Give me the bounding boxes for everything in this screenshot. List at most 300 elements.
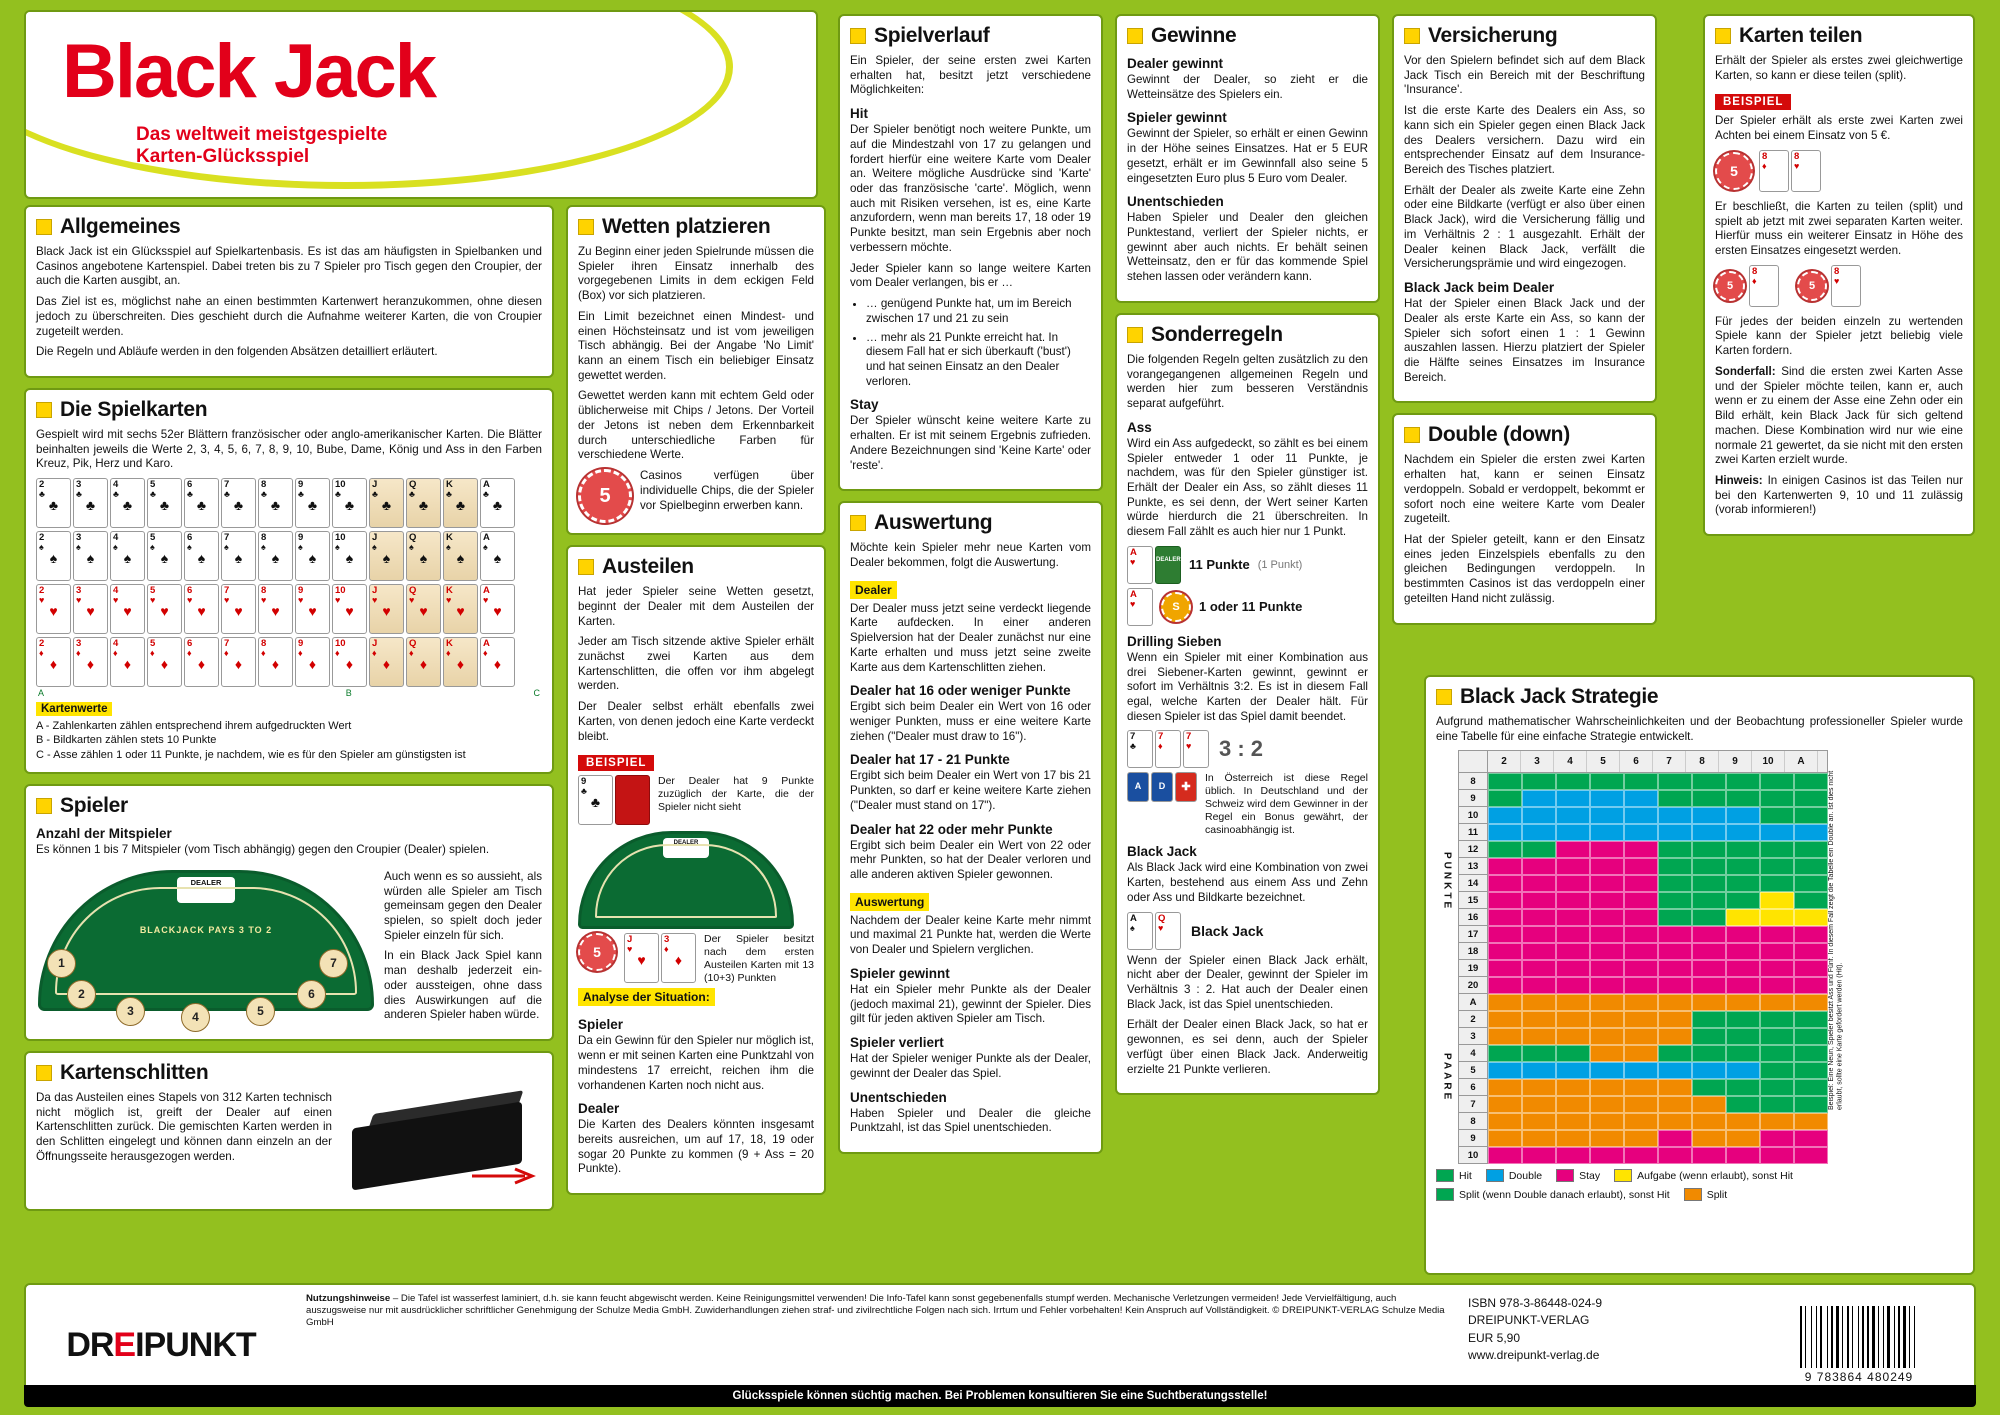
strategy-cell <box>1590 1147 1624 1164</box>
shoe-arrow-icon <box>470 1165 540 1187</box>
strategy-cell <box>1590 875 1624 892</box>
points-row-label: 9 <box>1458 790 1488 807</box>
heading-teilen: Karten teilen <box>1715 24 1963 48</box>
strategy-cell <box>1488 824 1522 841</box>
strategy-cell <box>1658 960 1692 977</box>
nutzung-text: – Die Tafel ist wasserfest laminiert, d.h. sie kann feucht abgewischt werden. Keine Reinigungsmittel verwenden! Die Info-Tafel kann sonst gegebenenfalls stumpf werden. Mechanische Verletzungen vermeiden! Jede Vervielfältigung, auch auszugsweise nur mit ausdrücklicher schriftlicher Genehmigung der Schulze Media GmbH. Zuwiderhandlungen ziehen straf- und zivilrechtliche Folgen nach sich. Irrtum und Fehler vorbehalten! Kein Anspruch auf Vollständigkeit. <box>306 1293 1397 1316</box>
hit-title: Hit <box>850 106 868 122</box>
strategy-cell <box>1488 960 1522 977</box>
points-row-label: 20 <box>1458 977 1488 994</box>
barcode-bar <box>1896 1306 1897 1368</box>
points-row-label: 10 <box>1458 807 1488 824</box>
wetten-chip-caption: Casinos verfügen über individuelle Chips, die der Spieler vor Spielbeginn erwerben kann. <box>640 469 814 512</box>
section-allgemeines <box>24 205 554 378</box>
pairs-row-label: 5 <box>1458 1062 1488 1079</box>
strategy-cell <box>1692 875 1726 892</box>
card-10-kreuz: 10 ♣ ♣ <box>332 478 367 528</box>
strategy-cell <box>1556 909 1590 926</box>
bullet-square-icon <box>36 402 52 418</box>
strategy-cell <box>1488 1062 1522 1079</box>
card-6-herz: 6 ♥ ♥ <box>184 584 219 634</box>
card-2-herz: 2 ♥ ♥ <box>36 584 71 634</box>
analyse-spieler-text: Da ein Gewinn für den Spieler nur möglich ist, wenn er mit seinen Karten eine Punktzahl von mindestens 17 erreicht, reichen ihm die vorhandenen Karten noch nicht aus. <box>578 1034 814 1092</box>
player-example-cards <box>624 933 696 983</box>
section-spieler <box>24 784 554 1041</box>
card-5-karo: 5 ♦ ♦ <box>147 637 182 687</box>
card-9-karo: 9 ♦ ♦ <box>295 637 330 687</box>
points-row-label: 14 <box>1458 875 1488 892</box>
strategy-cell <box>1488 858 1522 875</box>
barcode-bar <box>1909 1306 1910 1368</box>
card-Q-herz: Q ♥ ♥ <box>406 584 441 634</box>
legend-swatch <box>1436 1188 1454 1201</box>
strategy-cell <box>1522 943 1556 960</box>
strategy-cell <box>1726 1147 1760 1164</box>
strategy-cell <box>1624 841 1658 858</box>
wetten-p1: Zu Beginn einer jeden Spielrunde müssen die Spieler ihren Einsatz innerhalb des vorgegebenen Limits in dem eckigen Feld (Box) vor sich platzieren. <box>578 245 814 303</box>
strategy-cell <box>1692 1079 1726 1096</box>
strategy-cell <box>1488 892 1522 909</box>
strategy-cell <box>1726 1079 1760 1096</box>
strategy-cell <box>1556 994 1590 1011</box>
seat-2: 2 <box>67 980 96 1009</box>
strategy-cell <box>1590 824 1624 841</box>
spieler-p3: In ein Black Jack Spiel kann man deshalb jederzeit ein- oder aussteigen, ohne dass dies Auswirkungen auf die anderen Spieler haben würde. <box>384 949 542 1022</box>
legend-item <box>1556 1169 1600 1182</box>
card-8-hearts: 8 ♥ <box>1791 150 1821 192</box>
strategy-cell <box>1590 773 1624 790</box>
pairs-row-label: 10 <box>1458 1147 1488 1164</box>
strategy-cell <box>1522 1011 1556 1028</box>
ass-dealer-points-sub: (1 Punkt) <box>1257 558 1303 571</box>
beispiel-badge: BEISPIEL <box>578 755 654 771</box>
stay-text: Der Spieler wünscht keine weitere Karte zu erhalten. Er ist mit seinem Ergebnis zufrieden. Andere Bezeichnungen sind 'Keine Karte' oder 'reste'. <box>850 414 1091 472</box>
barcode-bar <box>1914 1306 1915 1368</box>
table-felt-text: BLACKJACK PAYS 3 TO 2 <box>139 924 273 935</box>
barcode-bar <box>1885 1306 1886 1368</box>
card-A-karo: A ♦ ♦ <box>480 637 515 687</box>
strategy-cell <box>1556 1079 1590 1096</box>
kartenwert-a: A - Zahlenkarten zählen entsprechend ihrem aufgedruckten Wert <box>36 720 352 733</box>
austeilen-p1: Hat jeder Spieler seine Wetten gesetzt, beginnt der Dealer mit dem Austeilen der Karten. <box>578 585 814 628</box>
section-auswertung <box>838 501 1103 1154</box>
card-8-hearts-right: 8 ♥ <box>1831 265 1861 307</box>
double-p2: Hat der Spieler geteilt, kann er den Einsatz eines jeden Einzelspiels ebenfalls zu den gleichen Bedingungen verdoppeln. In bestimmten Casinos ist das verdoppeln einer geteilten Hand nicht zulässig. <box>1404 532 1645 605</box>
strategy-cell <box>1556 1062 1590 1079</box>
section-double <box>1392 413 1657 624</box>
strategy-cell <box>1488 994 1522 1011</box>
strategy-cell <box>1692 1147 1726 1164</box>
barcode-bar <box>1850 1306 1851 1368</box>
strategy-cell <box>1794 824 1828 841</box>
strategy-cell <box>1590 1045 1624 1062</box>
strategy-cell <box>1692 841 1726 858</box>
strategy-cell <box>1624 943 1658 960</box>
barcode-bar <box>1876 1306 1877 1368</box>
strategy-cell <box>1658 1062 1692 1079</box>
barcode-bar <box>1907 1306 1908 1368</box>
points-row-label: 11 <box>1458 824 1488 841</box>
strategy-cell <box>1556 977 1590 994</box>
card-3-diamonds: 3 ♦ ♦ <box>661 933 696 983</box>
barcode-bar <box>1831 1306 1833 1368</box>
strategy-cell <box>1658 1113 1692 1130</box>
card-A-pik: A ♠ ♠ <box>480 531 515 581</box>
barcode-bar <box>1803 1306 1804 1368</box>
points-row <box>1458 892 1828 909</box>
page-subtitle <box>136 124 387 168</box>
column-5 <box>1392 14 1657 625</box>
barcode-bar <box>1805 1306 1806 1368</box>
strategy-cell <box>1624 1028 1658 1045</box>
allgemeines-p1: Black Jack ist ein Glücksspiel auf Spielkartenbasis. Es ist das am häufigsten in Spielbanken und Casinos angebotene Kartenspiel. Dabei treten bis zu 7 Spieler pro Tisch gegen den Croupier, der auch die Karten ausgibt, an. <box>36 245 542 288</box>
strategy-cell <box>1556 824 1590 841</box>
card-7-herz: 7 ♥ ♥ <box>221 584 256 634</box>
strategy-cell <box>1692 1130 1726 1147</box>
barcode-bar <box>1836 1306 1839 1368</box>
heading-kartenschlitten: Kartenschlitten <box>36 1061 542 1085</box>
wetten-p2: Ein Limit bezeichnet einen Mindest- und einen Höchsteinsatz und ist vom jeweiligen Tisch abhängig. Bei der Angabe 'No Limit' kann an einem Tisch ein beliebiger Einsatz gewettet werden. <box>578 309 814 382</box>
teilen-ex-text: Der Spieler erhält als erste zwei Karten zwei Achten bei einem Einsatz von 5 €. <box>1715 114 1963 143</box>
legend-label: Split <box>1706 1188 1728 1201</box>
points-row <box>1458 858 1828 875</box>
card-Q-pik: Q ♠ ♠ <box>406 531 441 581</box>
strategy-cell <box>1726 1062 1760 1079</box>
strategy-cell <box>1488 926 1522 943</box>
strategy-cell <box>1522 1079 1556 1096</box>
player-token-icon: S <box>1161 592 1191 622</box>
strategy-cell <box>1760 773 1794 790</box>
card-4-herz: 4 ♥ ♥ <box>110 584 145 634</box>
card-4-kreuz: 4 ♣ ♣ <box>110 478 145 528</box>
barcode-bar <box>1883 1306 1884 1368</box>
strategy-cell <box>1658 807 1692 824</box>
legend-swatch <box>1486 1169 1504 1182</box>
card-ace-hearts-2: A ♥ <box>1127 588 1153 626</box>
card-Q-karo: Q ♦ ♦ <box>406 637 441 687</box>
strategy-cell <box>1658 1079 1692 1096</box>
card-2-kreuz: 2 ♣ ♣ <box>36 478 71 528</box>
bullet-square-icon <box>1127 327 1143 343</box>
strategy-cell <box>1624 1045 1658 1062</box>
strategy-cell <box>1658 773 1692 790</box>
strategy-cell <box>1624 909 1658 926</box>
strategy-cell <box>1522 1130 1556 1147</box>
drilling-cards <box>1127 730 1209 768</box>
section-kartenschlitten <box>24 1051 554 1211</box>
barcode-bar <box>1858 1306 1859 1368</box>
strategy-cell <box>1556 875 1590 892</box>
strategy-cell <box>1488 773 1522 790</box>
strategy-cell <box>1522 841 1556 858</box>
spieler-sub1: Anzahl der Mitspieler <box>36 826 172 842</box>
strategy-cell <box>1692 977 1726 994</box>
points-row-label: 8 <box>1458 773 1488 790</box>
bullet-square-icon <box>578 559 594 575</box>
strategy-cell <box>1794 1147 1828 1164</box>
strategy-cell <box>1794 858 1828 875</box>
strategy-cell <box>1692 790 1726 807</box>
card-facedown <box>615 775 650 825</box>
card-4-pik: 4 ♠ ♠ <box>110 531 145 581</box>
dealer-case-3-text: Ergibt sich beim Dealer ein Wert von 22 oder mehr Punkten, so hat der Dealer verloren und alle anderen aktiven Spieler gewonnen. <box>850 838 1091 882</box>
strategy-cell <box>1692 1045 1726 1062</box>
strategy-cell <box>1624 790 1658 807</box>
strategy-cell <box>1488 841 1522 858</box>
points-row-label: 13 <box>1458 858 1488 875</box>
card-K-kreuz: K ♣ ♣ <box>443 478 478 528</box>
price: EUR 5,90 <box>1468 1330 1521 1345</box>
strategy-cell <box>1794 1028 1828 1045</box>
gewinn-dealer-title: Dealer gewinnt <box>1127 56 1224 71</box>
strategy-cell <box>1522 1045 1556 1062</box>
auswertung-p3: Nachdem der Dealer keine Karte mehr nimmt und maximal 21 Punkte hat, werden die Werte von Dealer und Spielern verglichen. <box>850 913 1091 957</box>
barcode-bar <box>1878 1306 1879 1368</box>
strategie-intro: Aufgrund mathematischer Wahrscheinlichkeiten und der Beobachtung professioneller Spieler wurde eine Tabelle für eine einfache Strategie entwickelt. <box>1436 715 1963 743</box>
card-3-karo: 3 ♦ ♦ <box>73 637 108 687</box>
barcode-bar <box>1916 1306 1918 1368</box>
barcode-bar <box>1852 1306 1853 1368</box>
card-2-pik: 2 ♠ ♠ <box>36 531 71 581</box>
dealer-case-3-title: Dealer hat 22 oder mehr Punkte <box>850 821 1053 837</box>
group-label-c: C <box>533 688 540 699</box>
card-3-kreuz: 3 ♣ ♣ <box>73 478 108 528</box>
logo-part-3: IPUNKT <box>135 1325 256 1364</box>
teilen-sonderfall-text: Sind die ersten zwei Karten Asse und der Spieler möchte teilen, kann er, auch wenn er zu einem der Asse eine Zehn oder ein Bild erhält, kein Black Jack für sich geltend machen. Diese Kombination wird nur wie eine normale 21 gewertet, da sie nicht mit den ersten zwei Karten erzielt wurde. <box>1715 364 1963 467</box>
barcode-bar <box>1811 1306 1812 1368</box>
strategy-cell <box>1556 943 1590 960</box>
strategy-cell <box>1488 909 1522 926</box>
strategy-cell <box>1522 858 1556 875</box>
strategy-cell <box>1692 909 1726 926</box>
strategy-cell <box>1488 807 1522 824</box>
dealer-card-header-3: 3 <box>1521 751 1554 772</box>
strategy-cell <box>1794 807 1828 824</box>
win-case-3-title: Unentschieden <box>850 1089 947 1105</box>
barcode-bar <box>1807 1306 1810 1368</box>
strategy-cell <box>1556 790 1590 807</box>
strategy-cell <box>1488 1096 1522 1113</box>
ass-dealer-points: 11 Punkte <box>1189 557 1250 573</box>
card-6-kreuz: 6 ♣ ♣ <box>184 478 219 528</box>
blackjack-text: Als Black Jack wird eine Kombination von zwei Karten, bestehend aus einem Ass und Zehn oder Ass und Bildkarte bezeichnet. <box>1127 861 1368 904</box>
legend-item <box>1684 1188 1727 1201</box>
section-austeilen <box>566 545 826 1195</box>
barcode-bar <box>1844 1306 1846 1368</box>
strategy-cell <box>1522 960 1556 977</box>
spielverlauf-bullet-2: • … mehr als 21 Punkte erreicht hat. In diesem Fall hat er sich überkauft ('bust') und hat seinen Einsatz an den Dealer verloren. <box>866 331 1091 390</box>
split-example-cards <box>1759 150 1821 192</box>
strategy-cell <box>1794 790 1828 807</box>
strategy-example-note: Beispiel: Eine Neun, Spieler besitzt Ass und Fünf. In diesem Fall zeigt die Tabelle ein Double an. Ist dies nicht erlaubt, sollte eine Karte gefordert werden (Hit). <box>1828 771 1844 1111</box>
gewinn-unentschieden-title: Unentschieden <box>1127 194 1224 210</box>
strategy-cell <box>1794 841 1828 858</box>
pairs-row <box>1458 1079 1828 1096</box>
card-8-kreuz: 8 ♣ ♣ <box>258 478 293 528</box>
barcode-bar <box>1820 1306 1822 1368</box>
strategy-cell <box>1624 977 1658 994</box>
card-row-herz <box>36 584 542 634</box>
heading-wetten: Wetten platzieren <box>578 215 814 239</box>
strategy-cell <box>1692 1113 1726 1130</box>
versicherung-p2: Ist die erste Karte des Dealers ein Ass, so kann sich ein Spieler gegen einen Black Jack des Dealers versichern. Dazu wird ein entsprechender Einsatz auf dem Insurance-Bereich des Tisches platziert. <box>1404 104 1645 177</box>
blackjack-table-illustration <box>38 870 374 1025</box>
flag-d-icon: D <box>1151 772 1173 802</box>
card-2-karo: 2 ♦ ♦ <box>36 637 71 687</box>
table-arc <box>55 887 357 995</box>
strategy-cell <box>1624 858 1658 875</box>
strategy-cell <box>1658 1096 1692 1113</box>
austeilen-ex2-text: Der Spieler besitzt nach dem ersten Austeilen Karten mit 13 (10+3) Punkten <box>704 933 814 984</box>
strategy-cell <box>1794 1062 1828 1079</box>
pairs-row <box>1458 1062 1828 1079</box>
barcode-bar <box>1818 1306 1819 1368</box>
strategy-cell <box>1726 1130 1760 1147</box>
points-row-label: 16 <box>1458 909 1488 926</box>
strategy-cell <box>1590 1130 1624 1147</box>
barcode-bar <box>1827 1306 1828 1368</box>
strategy-cell <box>1522 1028 1556 1045</box>
isbn-number: ISBN 978-3-86448-024-9 <box>1468 1296 1603 1310</box>
wetten-p3: Gewettet werden kann mit echtem Geld oder üblicherweise mit Chips / Jetons. Der Vorteil der Jetons ist neben dem Erkennbarkeit durch unterschiedliche Farben für verschiedene Werte. <box>578 389 814 462</box>
strategy-cell <box>1760 858 1794 875</box>
strategy-cell <box>1522 790 1556 807</box>
strategy-cell <box>1726 977 1760 994</box>
spieler-p1: Es können 1 bis 7 Mitspieler (vom Tisch abhängig) gegen den Croupier (Dealer) spielen. <box>36 843 490 857</box>
auswertung-p2: Der Dealer muss jetzt seine verdeckt liegende Karte aufdecken. In einer anderen Spielversion hat der Dealer zunächst nur eine Karte erhalten und muss jetzt seine zweite Karte aus dem Kartenschlitten ziehen. <box>850 601 1091 674</box>
barcode-bar <box>1894 1306 1895 1368</box>
card-7-diamonds: 7 ♦ <box>1155 730 1181 768</box>
analyse-dealer-text: Die Karten des Dealers könnten insgesamt bereits ausreichen, um auf 17, 18, 19 oder sogar 20 Punkte zu kommen (9 + Ass = 20 Punkte). <box>578 1118 814 1176</box>
barcode-bar <box>1800 1306 1802 1368</box>
kartenwert-b: B - Bildkarten zählen stets 10 Punkte <box>36 734 217 747</box>
strategy-cell <box>1760 1062 1794 1079</box>
dealer-chip-icon: DEALER <box>1155 546 1181 584</box>
spieler-p2: Auch wenn es so aussieht, als würden alle Spieler am Tisch gemeinsam gegen den Dealer spielen, so spielt doch jeder Spieler einzeln für sich. <box>384 869 542 942</box>
strategy-cell <box>1726 824 1760 841</box>
card-7-kreuz: 7 ♣ ♣ <box>221 478 256 528</box>
spielkarten-p1: Gespielt wird mit sechs 52er Blättern französischer oder anglo-amerikanischer Karten. Die Blätter beinhalten jeweils die Werte 2, 3, 4, 5, 6, 7, 8, 9, 10, Bube, Dame, König und Ass in den Farben Kreuz, Pik, Herz und Karo. <box>36 428 542 471</box>
strategy-cell <box>1726 926 1760 943</box>
bullet-square-icon <box>850 28 866 44</box>
strategy-cell <box>1556 841 1590 858</box>
card-5-pik: 5 ♠ ♠ <box>147 531 182 581</box>
strategy-cell <box>1488 1045 1522 1062</box>
strategy-cell <box>1726 909 1760 926</box>
points-row <box>1458 977 1828 994</box>
card-row-pik <box>36 531 542 581</box>
strategy-cell <box>1488 1028 1522 1045</box>
strategy-cell <box>1692 1028 1726 1045</box>
card-K-pik: K ♠ ♠ <box>443 531 478 581</box>
bullet-square-icon <box>1715 28 1731 44</box>
barcode-bars <box>1800 1306 1918 1368</box>
strategy-cell <box>1522 977 1556 994</box>
section-sonderregeln <box>1115 313 1380 1095</box>
dealer-example-cards <box>578 775 650 825</box>
subtitle-line-2: Karten-Glücksspiel <box>136 145 310 167</box>
strategy-cell <box>1624 807 1658 824</box>
strategy-cell <box>1692 807 1726 824</box>
title-block <box>24 10 818 199</box>
strategy-cell <box>1556 926 1590 943</box>
pairs-row-label: 2 <box>1458 1011 1488 1028</box>
strategy-cell <box>1488 977 1522 994</box>
barcode-bar <box>1887 1306 1890 1368</box>
card-5-herz: 5 ♥ ♥ <box>147 584 182 634</box>
strategy-cell <box>1590 807 1624 824</box>
strategy-cell <box>1556 1113 1590 1130</box>
strategy-cell <box>1556 892 1590 909</box>
win-case-1-text: Hat ein Spieler mehr Punkte als der Dealer (jedoch maximal 21), gewinnt der Spieler. Dies gilt für jeden aktiven Spieler am Tisch. <box>850 982 1091 1026</box>
strategy-cell <box>1522 892 1556 909</box>
versicherung-p3: Erhält der Dealer als zweite Karte eine Zehn oder eine Bildkarte (verfügt er also über einen Black Jack), wird die Versicherung fällig und im Verhältnis 2 : 1 ausgezahlt. Erhält der Dealer keinen Black Jack, verfällt die Versicherungsprämie und wird eingezogen. <box>1404 183 1645 271</box>
gewinn-spieler-title: Spieler gewinnt <box>1127 110 1227 126</box>
legend-swatch <box>1684 1188 1702 1201</box>
section-versicherung <box>1392 14 1657 403</box>
strategy-cell <box>1624 1113 1658 1130</box>
strategy-cell <box>1760 977 1794 994</box>
points-row <box>1458 824 1828 841</box>
legend-label: Stay <box>1579 1169 1601 1182</box>
barcode-bar <box>1816 1306 1817 1368</box>
strategy-cell <box>1794 994 1828 1011</box>
column-3 <box>838 14 1103 1154</box>
strategy-cell <box>1658 1028 1692 1045</box>
bullet-square-icon <box>36 219 52 235</box>
bullet-square-icon <box>850 515 866 531</box>
pairs-row <box>1458 1130 1828 1147</box>
strategy-cell <box>1488 790 1522 807</box>
legend-label: Aufgabe (wenn erlaubt), sonst Hit <box>1637 1169 1793 1182</box>
kartenwerte-title: Kartenwerte <box>36 702 112 716</box>
gewinn-spieler-text: Gewinnt der Spieler, so erhält er einen Gewinn in der Höhe seines Einsatzes. Hat er 5 EUR gesetzt, erhält er im Gewinnfall also seine 5 eingesetzten Euro plus 5 Euro vom Dealer. <box>1127 127 1368 185</box>
strategy-cell <box>1794 875 1828 892</box>
flag-a-icon: A <box>1127 772 1149 802</box>
publisher-name: DREIPUNKT-VERLAG <box>1468 1313 1590 1328</box>
strategy-cell <box>1522 824 1556 841</box>
points-row-label: 19 <box>1458 960 1488 977</box>
pairs-row <box>1458 1096 1828 1113</box>
card-K-herz: K ♥ ♥ <box>443 584 478 634</box>
website: www.dreipunkt-verlag.de <box>1468 1348 1600 1363</box>
legend-item <box>1436 1169 1472 1182</box>
legend-label: Hit <box>1459 1169 1472 1182</box>
drilling-ratio: 3 : 2 <box>1219 736 1264 762</box>
pairs-row <box>1458 994 1828 1011</box>
strategy-cell <box>1556 1147 1590 1164</box>
strategy-cell <box>1658 977 1692 994</box>
strategy-cell <box>1760 875 1794 892</box>
strategy-cell <box>1556 1011 1590 1028</box>
points-row <box>1458 943 1828 960</box>
barcode-bar <box>1829 1306 1830 1368</box>
barcode-bar <box>1862 1306 1864 1368</box>
legend-label: Double <box>1508 1169 1543 1182</box>
points-row <box>1458 875 1828 892</box>
strategy-cell <box>1590 1096 1624 1113</box>
card-jack-hearts: J ♥ ♥ <box>624 933 659 983</box>
strategy-cell <box>1658 841 1692 858</box>
card-9-pik: 9 ♠ ♠ <box>295 531 330 581</box>
stay-title: Stay <box>850 397 879 413</box>
strategy-cell <box>1522 909 1556 926</box>
strategy-cell <box>1624 1147 1658 1164</box>
card-J-pik: J ♠ ♠ <box>369 531 404 581</box>
strategy-cell <box>1658 790 1692 807</box>
teilen-p3: Für jedes der beiden einzeln zu wertenden Spiele kann der Spieler jetzt beliebig viele Karten fordern. <box>1715 314 1963 358</box>
pairs-row-label: 7 <box>1458 1096 1488 1113</box>
